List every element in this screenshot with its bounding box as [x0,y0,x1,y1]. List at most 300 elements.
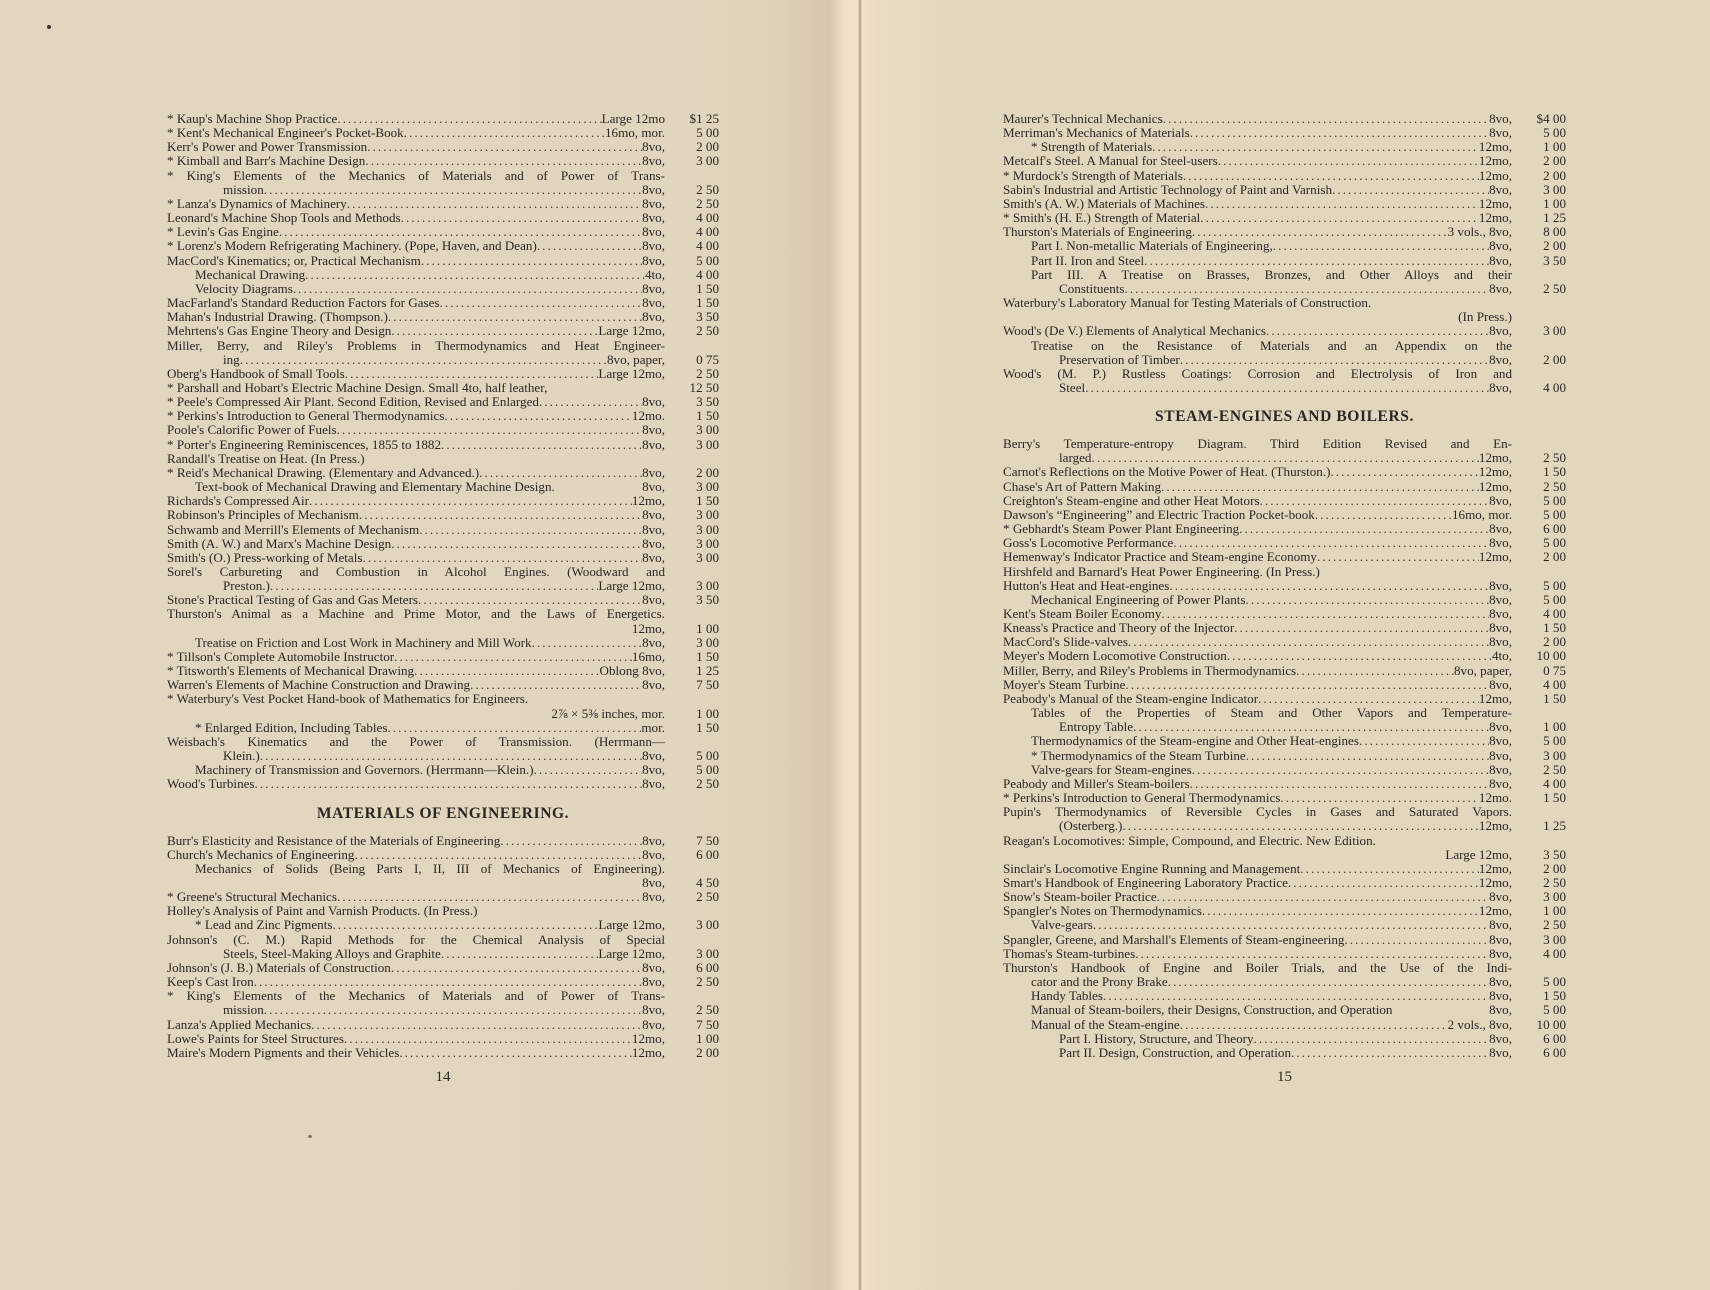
entry-line [167,254,719,268]
entry-line [1003,353,1566,367]
entry-line [1003,197,1566,211]
dot-leader [1300,862,1479,876]
catalogue-entry [167,211,719,225]
book-price: 5 00 [1543,578,1566,593]
catalogue-entry [1003,579,1566,593]
book-title: (Osterberg.) [1059,819,1123,834]
dot-leader [354,848,642,862]
book-format: 12mo, [631,621,665,636]
book-format: 8vo, [642,508,665,523]
catalogue-entry [1003,1046,1566,1060]
entry-line [1003,565,1566,579]
book-format: 8vo, [642,890,665,905]
catalogue-entry [1003,550,1566,564]
entry-line [167,664,719,678]
dot-leader [440,296,643,310]
catalogue-entry [1003,254,1566,268]
book-title: Manual of the Steam-engine [1031,1017,1180,1032]
book-price: 5 00 [696,763,719,778]
book-title: * Strength of Materials [1031,140,1153,155]
dot-leader [1254,1032,1490,1046]
dot-leader [240,353,607,367]
catalogue-entry [1003,126,1566,140]
book-title: Kneass's Practice and Theory of the Injector [1003,621,1235,636]
dot-leader [264,183,642,197]
book-title: Text-book of Mechanical Drawing and Elementary Machine Design. [195,480,555,495]
dot-leader [387,721,641,735]
entry-line [1003,593,1566,607]
catalogue-entry [167,918,719,932]
book-format: Large 12mo, [598,366,665,381]
catalogue-entry [1003,465,1566,479]
catalogue-entry [167,126,719,140]
book-price: 2 50 [696,324,719,339]
dot-leader [1161,607,1489,621]
catalogue-entry [167,664,719,678]
entry-line [167,904,719,918]
book-format: 8vo, [1489,281,1512,296]
dot-leader [1288,876,1479,890]
entry-line [1003,1018,1566,1032]
catalogue-entry [167,975,719,989]
dot-leader [391,961,642,975]
entry-line [1003,282,1566,296]
entry-line [1003,777,1566,791]
book-title: * Kimball and Barr's Machine Design [167,154,366,169]
book-format: 12mo, [1478,904,1512,919]
book-format: 8vo, [1489,578,1512,593]
catalogue-entry [1003,805,1566,833]
catalogue-entry [1003,989,1566,1003]
book-price: 2 50 [696,182,719,197]
entry-line [1003,296,1566,310]
book-title: Spangler, Greene, and Marshall's Elements of Steam-engineering [1003,932,1345,947]
dot-leader [539,395,642,409]
catalogue-entry [1003,154,1566,168]
entry-line [167,1018,719,1032]
book-format: 8vo, [642,480,665,495]
book-format: 2 vols., 8vo, [1447,1017,1512,1032]
book-format: Large 12mo, [598,324,665,339]
book-title: * Lead and Zinc Pigments [195,918,333,933]
catalogue-entry [167,763,719,777]
book-title: MacCord's Slide-valves [1003,635,1128,650]
book-format: 12mo. [1478,791,1512,806]
entry-line [1003,339,1566,353]
entry-line [1003,112,1566,126]
entry-line [1003,140,1566,154]
book-title: MacFarland's Standard Reduction Factors for Gases [167,296,440,311]
entry-line [167,211,719,225]
entry-line [1003,1046,1566,1060]
book-format: 8vo, [642,196,665,211]
book-format: 8vo, [1489,918,1512,933]
book-format: 8vo, [642,536,665,551]
entry-line [167,636,719,650]
entry-line [1003,437,1566,451]
dot-leader [1190,126,1489,140]
catalogue-entry [167,268,719,282]
catalogue-entry [1003,834,1566,862]
book-price: 3 00 [696,536,719,551]
book-title: Hemenway's Indicator Practice and Steam-engine Economy [1003,550,1317,565]
book-price: 1 25 [696,664,719,679]
book-format: 8vo, [642,763,665,778]
book-price: 4 00 [696,267,719,282]
book-title: Thermodynamics of the Steam-engine and Other Heat-engines [1031,734,1359,749]
dot-leader [1291,1046,1489,1060]
book-format: 12mo, [1478,168,1512,183]
catalogue-entry [167,989,719,1017]
entry-line [167,423,719,437]
catalogue-entry [1003,933,1566,947]
entry-line [167,735,719,749]
entry-line [1003,848,1566,862]
catalogue-entry [1003,536,1566,550]
dot-leader [337,423,642,437]
entry-line [167,466,719,480]
entry-line [167,961,719,975]
entry-line [167,918,719,932]
book-format: 8vo, [642,749,665,764]
book-format: 12mo, [1478,451,1512,466]
entry-line [167,890,719,904]
book-format: 8vo, [642,550,665,565]
dot-leader [311,1018,642,1032]
entry-line [1003,678,1566,692]
entry-line [167,862,719,876]
entry-line [1003,975,1566,989]
book-format: 8vo, [1489,946,1512,961]
book-title: Creighton's Steam-engine and other Heat Motors [1003,493,1260,508]
book-price: 3 00 [696,480,719,495]
entry-line [1003,692,1566,706]
catalogue-entry [167,1032,719,1046]
book-price: 5 00 [1543,734,1566,749]
book-price: 4 50 [696,875,719,890]
entry-line [1003,904,1566,918]
book-price: 2 50 [696,1003,719,1018]
book-price: 7 50 [696,833,719,848]
book-price: 1 25 [1543,819,1566,834]
book-format: 4to, [644,267,665,282]
entry-line [1003,819,1566,833]
book-price: 3 00 [1543,890,1566,905]
dot-leader [1317,550,1479,564]
catalogue-entry [1003,367,1566,395]
dot-leader [264,1003,642,1017]
entry-line [167,975,719,989]
book-title: Goss's Locomotive Performance [1003,536,1174,551]
book-format: 16mo, [631,649,665,664]
book-format: 8vo, [642,182,665,197]
book-format: Large 12mo, [598,579,665,594]
book-title: * Peele's Compressed Air Plant. Second Edition, Revised and Enlarged [167,395,539,410]
book-title: Mechanical Engineering of Power Plants [1031,592,1246,607]
book-title: * Lanza's Dynamics of Machinery [167,196,347,211]
book-title: Sabin's Industrial and Artistic Technology of Paint and Varnish [1003,182,1332,197]
left-page-column [167,112,719,1084]
entry-line [167,565,719,579]
entry-line [167,707,719,721]
book-format: 8vo, [642,423,665,438]
catalogue-entry [1003,225,1566,239]
dot-leader [421,254,642,268]
catalogue-entry [167,395,719,409]
book-price: 5 00 [1543,493,1566,508]
catalogue-entry [167,140,719,154]
entry-line [1003,324,1566,338]
book-title: * Tillson's Complete Automobile Instructor [167,649,395,664]
entry-line [167,1032,719,1046]
catalogue-entry [1003,890,1566,904]
entry-line [167,1003,719,1017]
entry-line [1003,876,1566,890]
entry-line [167,494,719,508]
entry-line [1003,367,1566,381]
book-format: 8vo, [1489,776,1512,791]
catalogue-entry [1003,324,1566,338]
book-format: 8vo, [642,239,665,254]
book-price: 3 00 [1543,182,1566,197]
book-title: Steels, Steel-Making Alloys and Graphite [223,946,441,961]
entry-line [1003,749,1566,763]
book-format: 12mo, [1478,196,1512,211]
book-price: 3 00 [696,918,719,933]
book-title: ing [223,352,240,367]
entry-line [167,353,719,367]
book-title: Machinery of Transmission and Governors. (Herrmann—Klein.) [195,763,534,778]
entry-line [1003,183,1566,197]
book-format: 8vo, [1489,890,1512,905]
book-title: Spangler's Notes on Thermodynamics [1003,904,1202,919]
catalogue-entry [1003,239,1566,253]
dot-leader [414,664,599,678]
catalogue-entry [167,239,719,253]
book-format: 8vo, [1489,607,1512,621]
entry-line [167,523,719,537]
book-price: 3 50 [696,395,719,410]
catalogue-entry [167,324,719,338]
book-title: Church's Mechanics of Engineering [167,847,355,862]
catalogue-entry [167,904,719,918]
catalogue-entry [167,112,719,126]
book-title: * Porter's Engineering Reminiscences, 1855 to 1882 [167,437,442,452]
entry-line [1003,734,1566,748]
book-price: 2 50 [1543,451,1566,466]
catalogue-entry [167,438,719,452]
catalogue-entry [1003,1018,1566,1032]
catalogue-entry [167,494,719,508]
dot-leader [1192,763,1489,777]
book-format: 8vo, [1489,1045,1512,1060]
dot-leader [441,438,642,452]
dot-leader [404,126,605,140]
book-title: Wood's (M. P.) Rustless Coatings: Corrosion and Electrolysis of Iron and [1003,366,1512,381]
catalogue-entry [167,452,719,466]
book-format: 8vo, [1489,734,1512,749]
book-price: 2 00 [696,1045,719,1060]
book-price: 1 00 [696,621,719,636]
catalogue-entry [167,381,719,395]
book-title: * Kaup's Machine Shop Practice [167,112,338,126]
paper-speck [308,1135,312,1138]
right-page-column [1003,112,1566,1084]
entry-line [167,310,719,324]
catalogue-entry [1003,635,1566,649]
book-title: Chase's Art of Pattern Making [1003,479,1162,494]
book-price: 2 00 [696,140,719,155]
book-title: * Murdock's Strength of Materials [1003,168,1183,183]
book-title: Maire's Modern Pigments and their Vehicles [167,1045,400,1060]
entry-line [1003,225,1566,239]
book-price: 1 50 [1543,989,1566,1004]
book-title: larged [1059,451,1092,466]
book-price: 5 00 [696,126,719,141]
catalogue-entry [1003,593,1566,607]
catalogue-entry [1003,1032,1566,1046]
book-price: 5 00 [1543,536,1566,551]
book-price: 1 50 [1543,791,1566,806]
entry-line [1003,451,1566,465]
page-number: 15 [1277,1069,1292,1085]
entry-line [1003,1032,1566,1046]
book-format: Large 12mo, [598,918,665,933]
dot-leader [337,112,601,126]
book-format: Large 12mo [601,112,665,126]
book-title: Reagan's Locomotives: Simple, Compound, and Electric. New Edition. [1003,833,1376,848]
book-price: 3 00 [696,437,719,452]
book-title: * Gebhardt's Steam Power Plant Engineering [1003,522,1240,537]
book-title: Valve-gears for Steam-engines [1031,762,1192,777]
entry-line [1003,621,1566,635]
catalogue-entry [167,409,719,423]
dot-leader [337,890,642,904]
book-title: Hutton's Heat and Heat-engines [1003,578,1170,593]
catalogue-entry [167,650,719,664]
book-format: 8vo, [1489,621,1512,636]
book-title: Smart's Handbook of Engineering Laboratory Practice [1003,875,1288,890]
entry-line [1003,763,1566,777]
book-price: 3 50 [696,593,719,608]
dot-leader [1246,749,1489,763]
book-title: Peabody's Manual of the Steam-engine Indicator [1003,691,1259,706]
entry-line [167,112,719,126]
entry-line [167,579,719,593]
entry-line [167,593,719,607]
book-title: * Waterbury's Vest Pocket Hand-book of Mathematics for Engineers. [167,692,529,707]
catalogue-entry [1003,169,1566,183]
book-format: 8vo, paper, [1453,663,1512,678]
book-price: 6 00 [696,960,719,975]
entry-line [167,395,719,409]
book-format: 8vo, [642,777,665,792]
book-title: Preservation of Timber [1059,352,1180,367]
book-price: 6 00 [1543,1031,1566,1046]
book-title: Stone's Practical Testing of Gas and Gas Meters [167,593,419,608]
book-price: 4 00 [1543,946,1566,961]
catalogue-entry [1003,862,1566,876]
book-title: Mahan's Industrial Drawing. (Thompson.) [167,310,388,325]
book-title: Part I. Non-metallic Materials of Engineering, [1031,239,1273,254]
entry-line [167,282,719,296]
book-format: 8vo, [642,296,665,311]
book-format: 8vo, paper, [606,352,665,367]
book-price: 4 00 [1543,380,1566,395]
book-price: 5 00 [1543,975,1566,990]
catalogue-entry [1003,947,1566,961]
entry-line [1003,890,1566,904]
dot-leader [1157,890,1489,904]
book-title: Johnson's (J. B.) Materials of Construction [167,960,391,975]
entry-line [1003,239,1566,253]
book-format: 8vo, [642,253,665,268]
entry-line [1003,1003,1566,1017]
book-format: 8vo, [642,1017,665,1032]
dot-leader [441,947,598,961]
dot-leader [1180,353,1489,367]
entry-line [167,438,719,452]
book-price: 3 00 [696,550,719,565]
book-price: 2 00 [1543,352,1566,367]
entry-line [1003,607,1566,621]
book-price: 1 00 [696,1031,719,1046]
book-format: 12mo, [1478,465,1512,480]
entry-line [167,339,719,353]
dot-leader [1085,381,1489,395]
book-format: 8vo, [1489,677,1512,692]
entry-line [1003,961,1566,975]
book-title: Tables of the Properties of Steam and Other Vapors and Temperature- [1031,706,1512,721]
dot-leader [1122,819,1479,833]
dot-leader [534,763,643,777]
entry-line [1003,649,1566,663]
book-title: * Perkins's Introduction to General Thermodynamics [167,409,445,424]
catalogue-entry [1003,749,1566,763]
book-title: Merriman's Mechanics of Materials [1003,126,1190,141]
book-price: 1 00 [1543,196,1566,211]
book-title: * King's Elements of the Mechanics of Materials and of Power of Trans- [167,168,665,183]
book-format: mor. [641,720,665,735]
catalogue-entry [1003,961,1566,989]
catalogue-entry [167,523,719,537]
catalogue-entry [167,678,719,692]
catalogue-entry [167,310,719,324]
book-title: Warren's Elements of Machine Construction and Drawing [167,678,471,693]
catalogue-entry [1003,607,1566,621]
book-title: Part II. Design, Construction, and Operation [1059,1045,1292,1060]
book-price: 2 50 [1543,875,1566,890]
dot-leader [1168,975,1489,989]
entry-line [167,551,719,565]
book-title: Maurer's Technical Mechanics [1003,112,1163,126]
book-price: 6 00 [1543,1045,1566,1060]
book-title: Lanza's Applied Mechanics [167,1017,312,1032]
book-price: 1 50 [696,649,719,664]
book-price: 6 00 [696,847,719,862]
book-price: 1 50 [696,409,719,424]
book-format: 8vo, [1489,720,1512,735]
book-format: 8vo, [1489,324,1512,339]
catalogue-entry [167,862,719,890]
catalogue-entry [167,607,719,635]
book-price: 3 00 [696,508,719,523]
dot-leader [1135,947,1489,961]
entry-line [167,650,719,664]
book-price: 3 50 [1543,847,1566,862]
dot-leader [479,466,642,480]
book-price: 3 00 [696,522,719,537]
